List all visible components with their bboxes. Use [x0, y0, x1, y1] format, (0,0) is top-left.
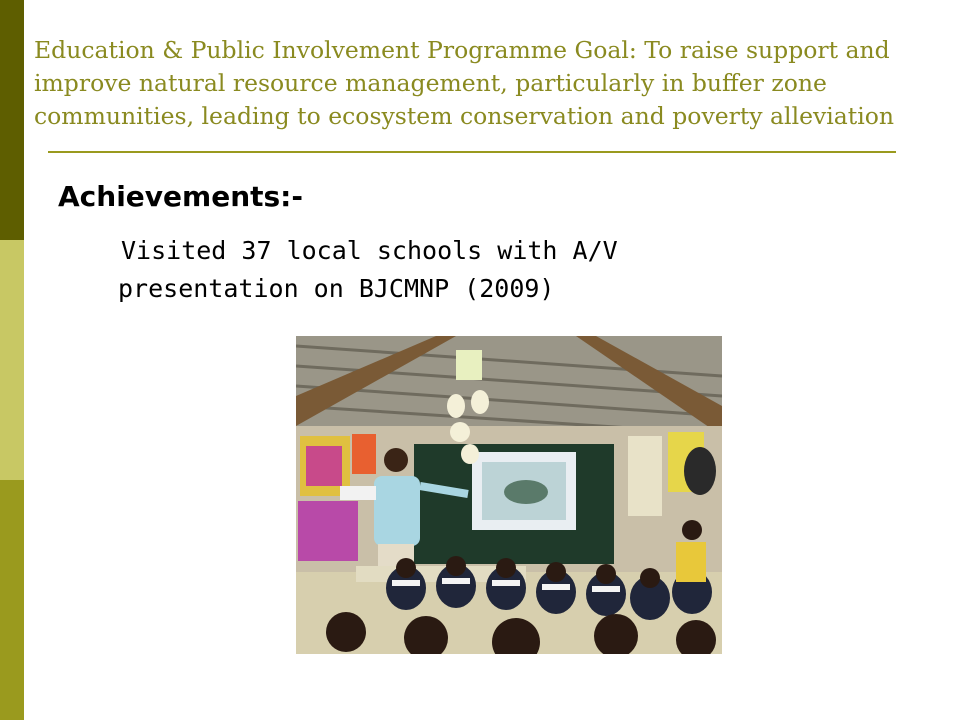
achievement-line-2: presentation on BJCMNP (2009) — [118, 274, 555, 303]
sidebar-segment-dark — [0, 0, 24, 240]
sidebar-segment-light — [0, 240, 24, 480]
classroom-photo — [296, 336, 722, 654]
title-underline — [48, 151, 896, 153]
classroom-illustration — [296, 336, 722, 654]
slide-title: Education & Public Involvement Programme Goal: To raise support and improve natural resource management, particularly in buffer zone communities, leading to ecosystem conservation and poverty alleviation — [34, 36, 895, 130]
achievements-heading: Achievements:- — [58, 180, 303, 213]
sidebar-segment-mid — [0, 480, 24, 720]
achievement-line-1: Visited 37 local schools with A/V — [121, 236, 618, 265]
sidebar-accent — [0, 0, 24, 720]
achievement-text — [116, 232, 736, 308]
